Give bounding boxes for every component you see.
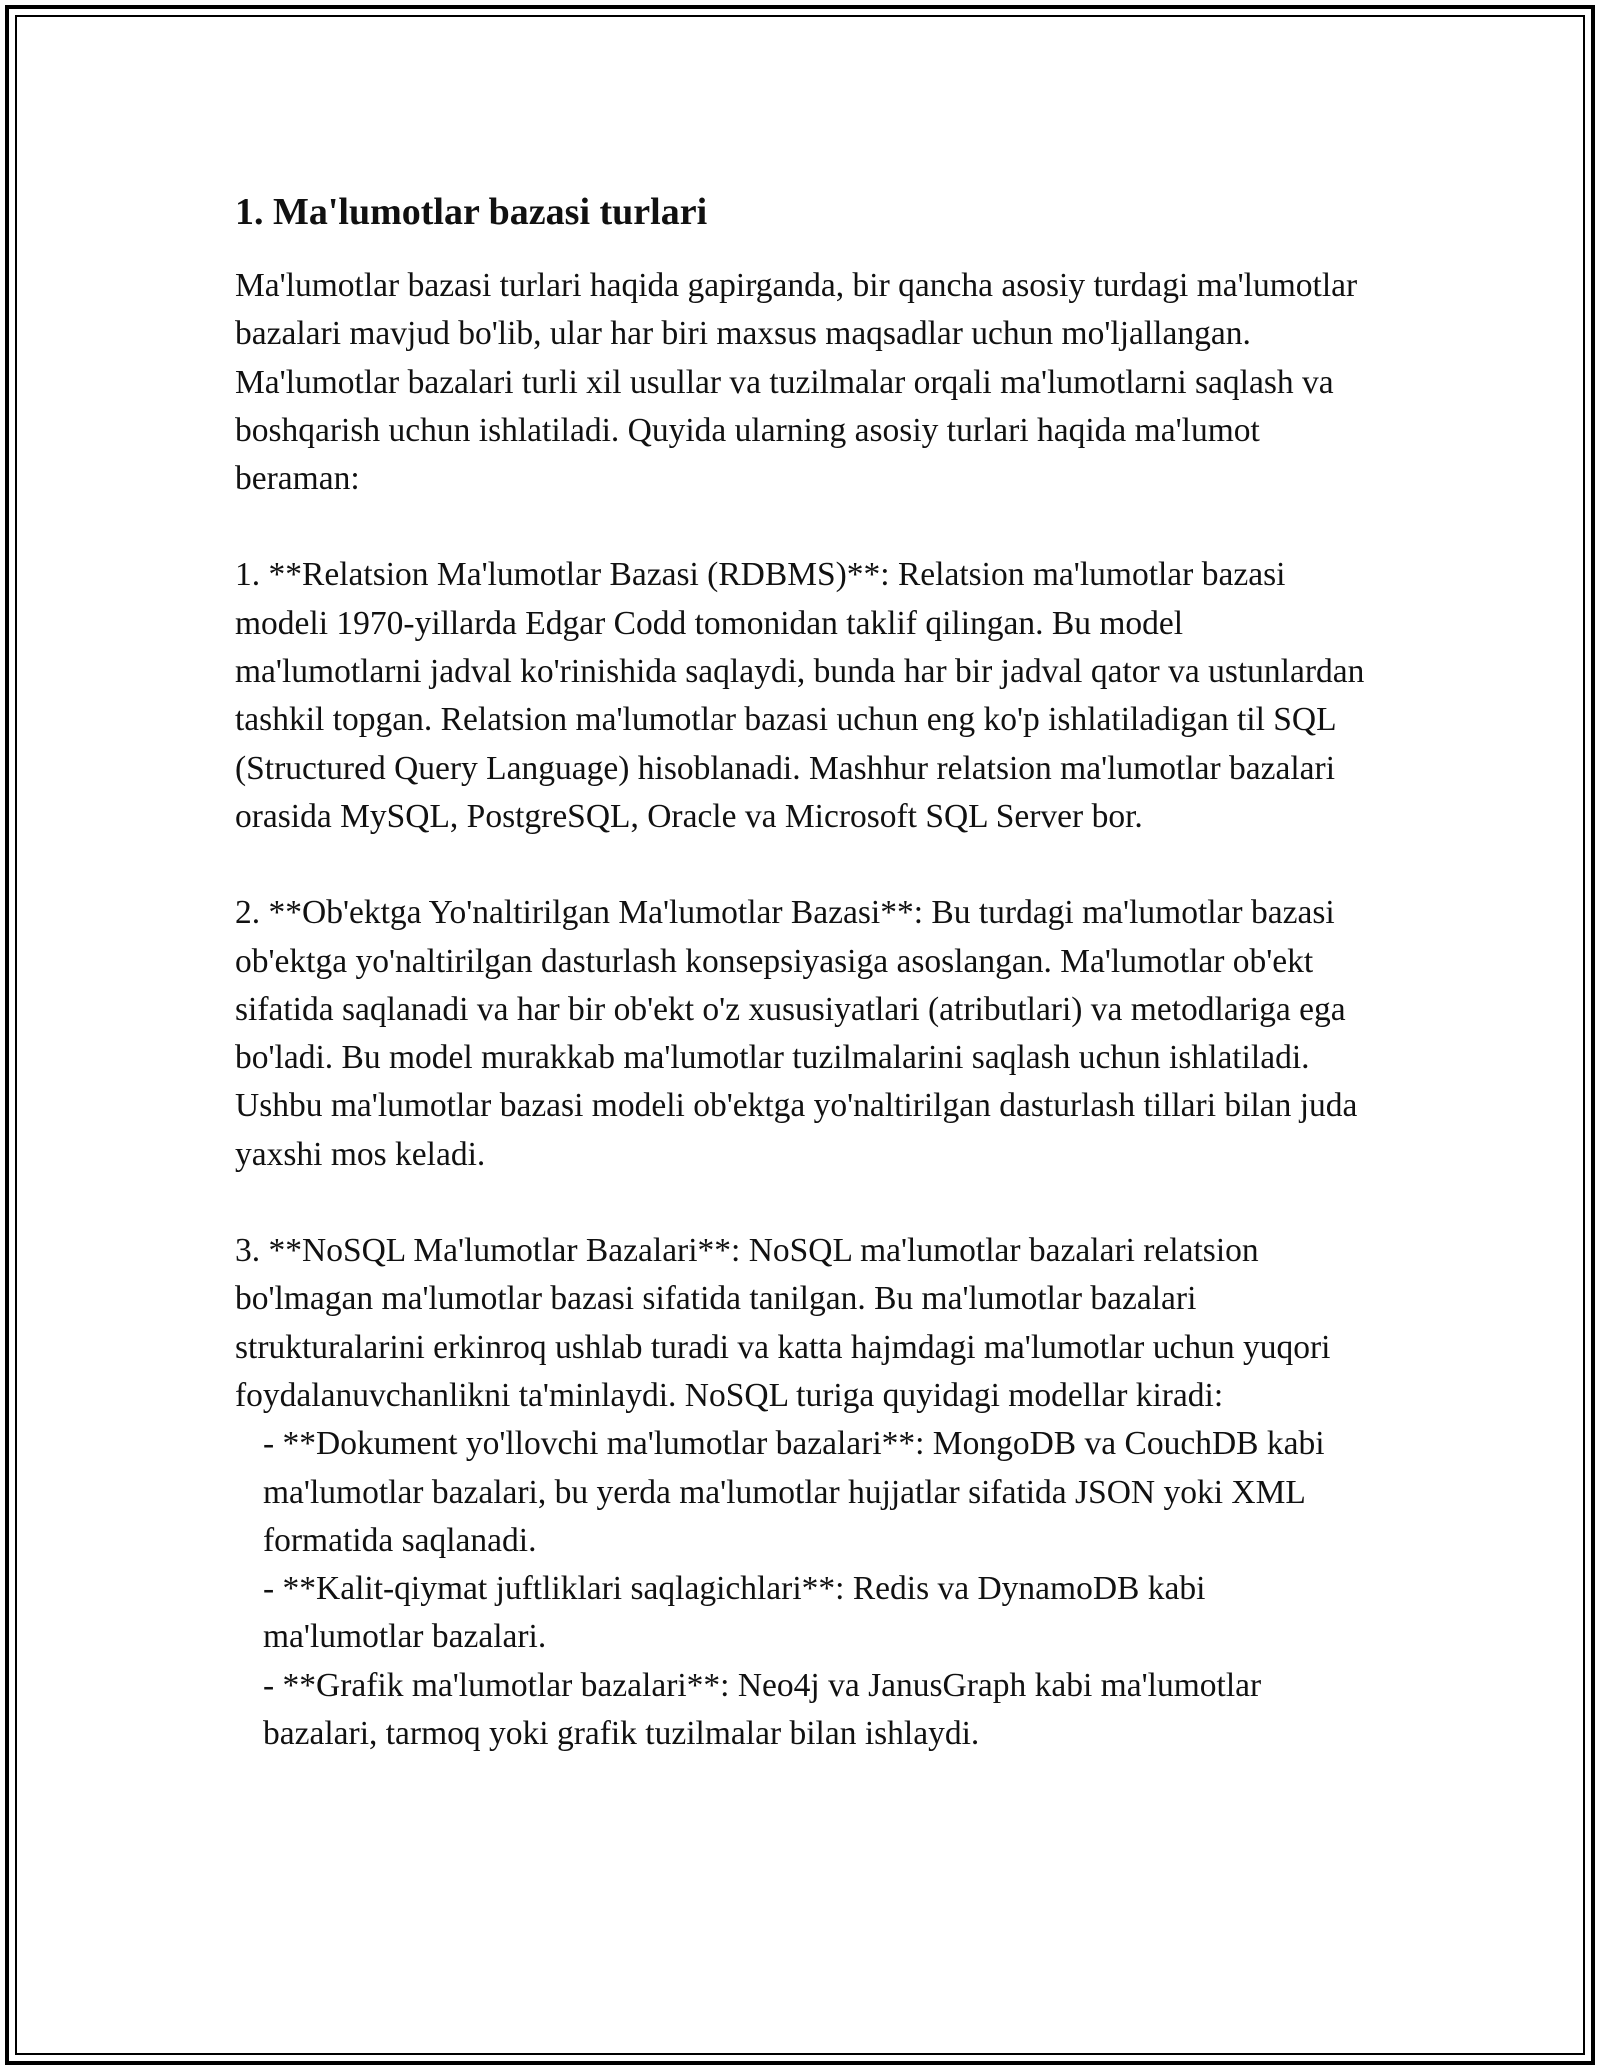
section-object-oriented-paragraph: 2. **Ob'ektga Yo'naltirilgan Ma'lumotlar Bazasi**: Bu turdagi ma'lumotlar bazasi ob'ektga yo'naltirilgan dasturlash konsepsiyasiga asoslangan. Ma'lumotlar ob'ekt sifatida saqlanadi va har bir ob'ekt o'z xususiyatlari (atributlari) va metodlariga ega bo'ladi. Bu model murakkab ma'lumotlar tuzilmalarini saqlash uchun ishlatiladi. Ushbu ma'lumotlar bazasi modeli ob'ektga yo'naltirilgan dasturlash tillari bilan juda yaxshi mos keladi.	[235, 894, 1358, 1173]
nosql-item-document: - **Dokument yo'llovchi ma'lumotlar bazalari**: MongoDB va CouchDB kabi ma'lumotlar bazalari, bu yerda ma'lumotlar hujjatlar sifatida JSON yoki XML formatida saqlanadi.	[263, 1425, 1325, 1559]
intro-paragraph: Ma'lumotlar bazasi turlari haqida gapirganda, bir qancha asosiy turdagi ma'lumotlar bazalari mavjud bo'lib, ular har biri maxsus maqsadlar uchun mo'ljallangan. Ma'lumotlar bazalari turli xil usullar va tuzilmalar orqali ma'lumotlarni saqlash va boshqarish uchun ishlatiladi. Quyida ularning asosiy turlari haqida ma'lumot beraman:	[235, 267, 1358, 498]
nosql-intro-text: 3. **NoSQL Ma'lumotlar Bazalari**: NoSQL ma'lumotlar bazalari relatsion bo'lmagan ma'lumotlar bazasi sifatida tanilgan. Bu ma'lumotlar bazalari strukturalarini erkinroq ushlab turadi va katta hajmdagi ma'lumotlar uchun yuqori foydalanuvchanlikni ta'minlaydi. NoSQL turiga quyidagi modellar kiradi:	[235, 1232, 1331, 1414]
document-body	[235, 188, 1370, 1806]
section-relational-paragraph: 1. **Relatsion Ma'lumotlar Bazasi (RDBMS)**: Relatsion ma'lumotlar bazasi modeli 1970-yillarda Edgar Codd tomonidan taklif qilingan. Bu model ma'lumotlarni jadval ko'rinishida saqlaydi, bunda har bir jadval qator va ustunlardan tashkil topgan. Relatsion ma'lumotlar bazasi uchun eng ko'p ishlatiladigan til SQL (Structured Query Language) hisoblanadi. Mashhur relatsion ma'lumotlar bazalari orasida MySQL, PostgreSQL, Oracle va Microsoft SQL Server bor.	[235, 556, 1365, 835]
nosql-item-graph: - **Grafik ma'lumotlar bazalari**: Neo4j va JanusGraph kabi ma'lumotlar bazalari, tarmoq yoki grafik tuzilmalar bilan ishlaydi.	[263, 1666, 1262, 1753]
nosql-item-key-value: - **Kalit-qiymat juftliklari saqlagichlari**: Redis va DynamoDB kabi ma'lumotlar bazalari.	[263, 1570, 1206, 1656]
document-heading: 1. Ma'lumotlar bazasi turlari	[235, 191, 708, 233]
section-nosql-paragraph	[235, 1227, 1370, 1758]
